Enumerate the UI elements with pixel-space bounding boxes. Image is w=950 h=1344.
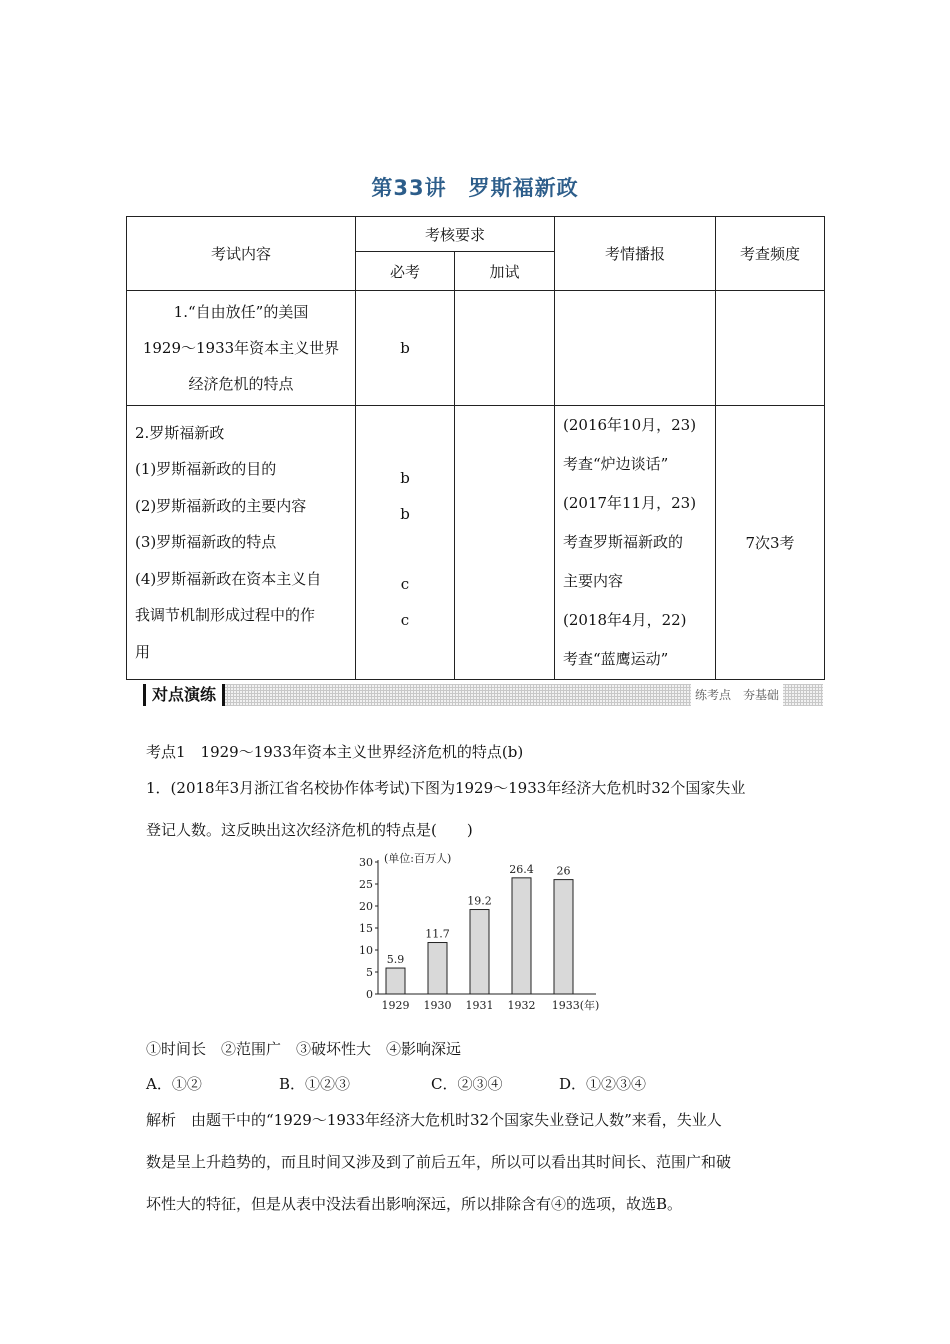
x-tick-label: 1933(年) [551, 999, 600, 1012]
report-line: 主要内容 [563, 572, 624, 590]
page-title: 第33讲 罗斯福新政 [371, 176, 579, 200]
header-requirement: 考核要求 [356, 217, 555, 252]
analysis-text: 解析 由题干中的“1929～1933年经济大危机时32个国家失业登记人数”来看，失业人 [146, 1111, 722, 1129]
question-text: 登记人数。这反映出这次经济危机的特点是( ) [146, 821, 473, 839]
analysis-text: 坏性大的特征，但是从表中没法看出影响深远，所以排除含有④的选项，故选B。 [146, 1195, 683, 1213]
row2-line: 我调节机制形成过程中的作 [135, 606, 316, 625]
y-tick-label: 30 [359, 856, 373, 869]
bar [554, 880, 573, 994]
y-tick-label: 5 [366, 966, 373, 979]
report-line: 考查“蓝鹰运动” [563, 650, 669, 668]
bar-value-label: 5.9 [386, 953, 405, 967]
x-tick-label: 1929 [381, 999, 410, 1012]
option-a: A．①② [146, 1075, 202, 1093]
required-level: b [400, 469, 410, 487]
section-band [143, 684, 823, 706]
option-c: C．②③④ [431, 1075, 503, 1093]
section-label: 对点演练 [143, 684, 225, 706]
row2-content [127, 406, 356, 680]
row1-report [555, 291, 716, 406]
row1-frequency [716, 291, 825, 406]
row2-report [555, 406, 716, 680]
row1-line: 经济危机的特点 [188, 375, 294, 393]
report-line: (2017年11月，23) [563, 494, 697, 512]
row2-line: (4)罗斯福新政在资本主义自 [135, 569, 322, 588]
row2-line: 用 [135, 642, 151, 661]
section-tagline: 练考点 夯基础 [691, 684, 783, 706]
requirements-table [126, 216, 825, 680]
row1-required: b [356, 291, 455, 406]
question-text: 1．(2018年3月浙江省名校协作体考试)下图为1929～1933年经济大危机时32个国家失业 [146, 779, 746, 797]
x-tick-label: 1932 [507, 999, 536, 1012]
row1-extra [455, 291, 555, 406]
report-line: (2016年10月，23) [563, 416, 697, 434]
row1-line: 1.“自由放任”的美国 [173, 303, 309, 321]
y-tick-label: 20 [359, 900, 373, 913]
y-tick-label: 25 [359, 878, 373, 891]
required-level: c [400, 611, 410, 629]
row2-line: (1)罗斯福新政的目的 [135, 460, 277, 479]
bar [470, 910, 489, 994]
header-frequency: 考查频度 [716, 217, 825, 291]
header-extra: 加试 [455, 252, 555, 291]
unemployment-bar-chart [350, 850, 610, 1018]
bar-value-label: 11.7 [425, 927, 450, 941]
row2-extra [455, 406, 555, 680]
bar [428, 943, 447, 994]
row2-frequency: 7次3考 [716, 406, 825, 680]
report-line: 考查“炉边谈话” [563, 455, 669, 473]
option-d: D．①②③④ [559, 1075, 647, 1093]
required-level: c [400, 575, 410, 593]
row2-line: (3)罗斯福新政的特点 [135, 533, 277, 552]
x-tick-label: 1930 [423, 999, 452, 1012]
header-content: 考试内容 [127, 217, 356, 291]
header-required: 必考 [356, 252, 455, 291]
y-tick-label: 15 [359, 922, 373, 935]
bar-value-label: 26.4 [509, 862, 534, 876]
row2-line: (2)罗斯福新政的主要内容 [135, 496, 307, 515]
report-line: (2018年4月，22) [563, 611, 687, 629]
report-line: 考查罗斯福新政的 [563, 533, 684, 551]
analysis-text: 数是呈上升趋势的，而且时间又涉及到了前后五年，所以可以看出其时间长、范围广和破 [146, 1153, 732, 1171]
bar-value-label: 19.2 [467, 894, 492, 908]
x-tick-label: 1931 [465, 999, 494, 1012]
bar [512, 878, 531, 994]
row1-content [127, 291, 356, 406]
bar-value-label: 26 [556, 864, 571, 878]
y-tick-label: 0 [366, 988, 373, 1001]
required-level: b [400, 505, 410, 523]
row2-line: 2.罗斯福新政 [135, 423, 225, 442]
header-report: 考情播报 [555, 217, 716, 291]
option-b: B．①②③ [279, 1075, 351, 1093]
bar [386, 968, 405, 994]
y-tick-label: 10 [359, 944, 373, 957]
chart-title: (单位:百万人) [384, 852, 452, 865]
kaodian-heading: 考点1 1929～1933年资本主义世界经济危机的特点(b) [146, 743, 524, 761]
row2-required [356, 406, 455, 680]
row1-line: 1929～1933年资本主义世界 [142, 339, 340, 357]
question-items: ①时间长 ②范围广 ③破坏性大 ④影响深远 [146, 1040, 462, 1058]
